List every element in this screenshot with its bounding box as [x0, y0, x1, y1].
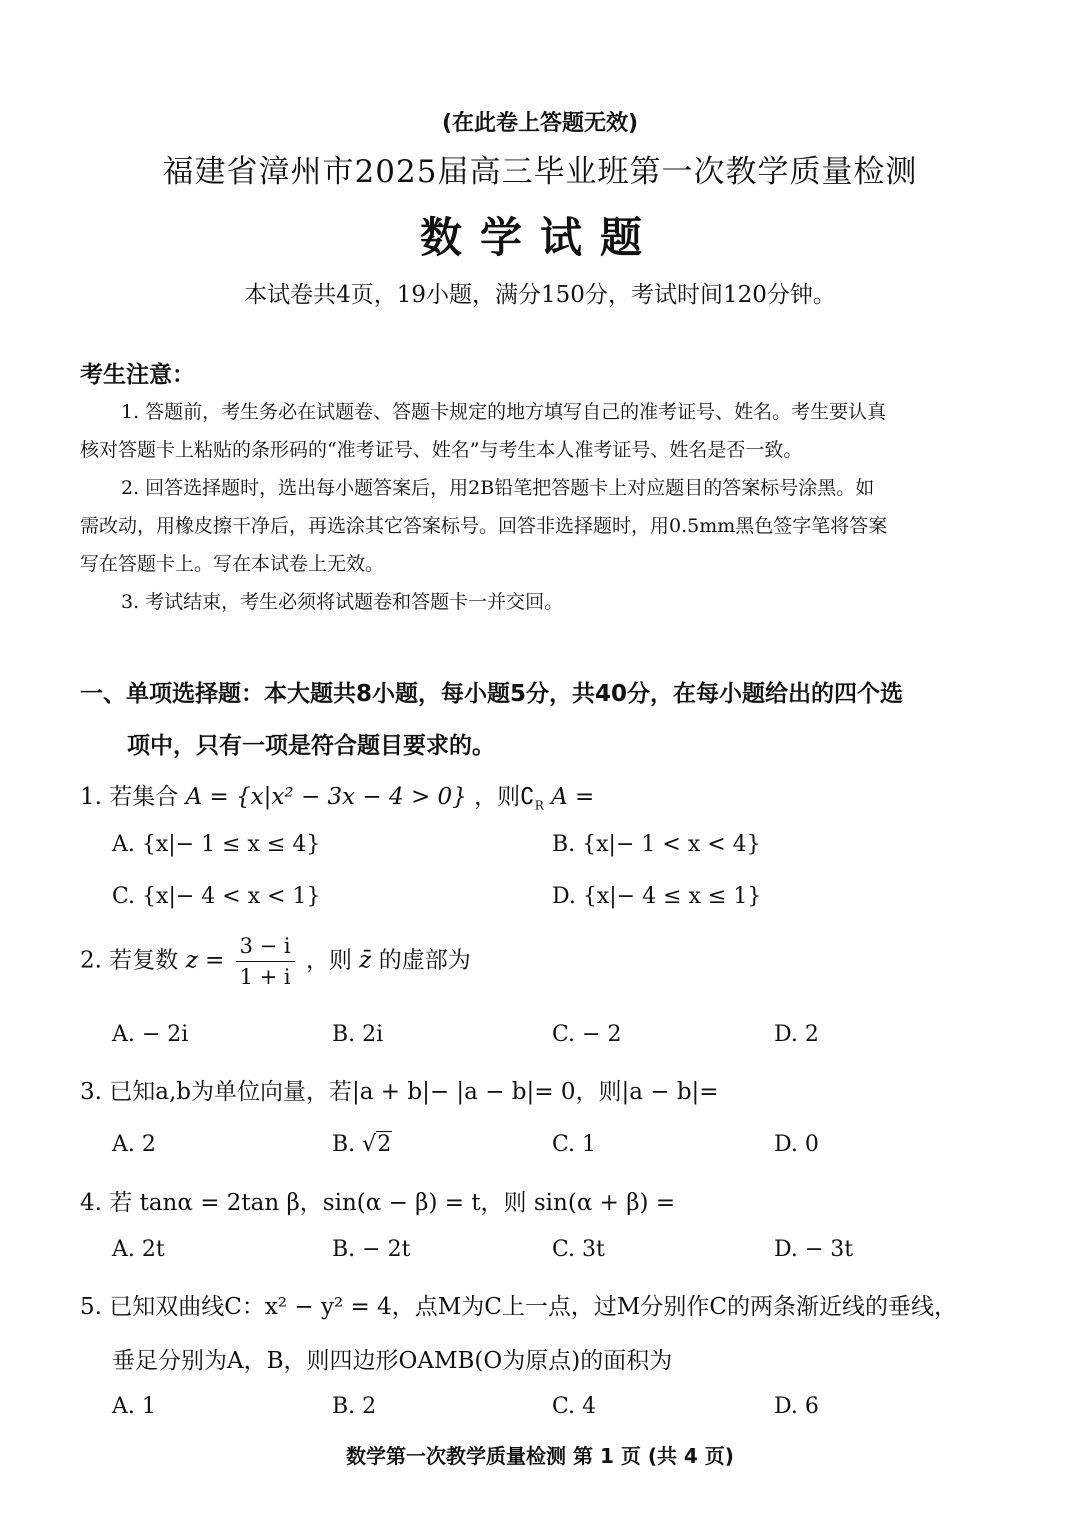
q4-option-d: D. − 3t — [774, 1237, 854, 1262]
q1-option-b: B. {x|− 1 < x < 4} — [552, 832, 761, 857]
question-text: 若复数 — [109, 947, 179, 974]
section-heading: 一、单项选择题：本大题共8小题，每小题5分，共40分，在每小题给出的四个选 — [80, 681, 904, 707]
q5-option-d: D. 6 — [774, 1394, 819, 1419]
q2-option-d: D. 2 — [774, 1022, 819, 1047]
q1-option-d: D. {x|− 4 ≤ x ≤ 1} — [552, 884, 762, 909]
q4-option-c: C. 3t — [552, 1237, 605, 1262]
question-number: 5. — [80, 1294, 102, 1320]
q2-option-c: C. − 2 — [552, 1022, 622, 1047]
q3-option-c: C. 1 — [552, 1132, 597, 1157]
question-text: 若 tanα = 2tan β，sin(α − β) = t，则 sin(α + β) = — [109, 1190, 676, 1216]
question-4 — [80, 1184, 675, 1217]
fraction-numerator: 3 − i — [236, 934, 295, 962]
question-number: 4. — [80, 1190, 102, 1216]
subject-title: 数学试题 — [419, 213, 660, 262]
note-line: 2. 回答选择题时，选出每小题答案后，用2B铅笔把答题卡上对应题目的答案标号涂黑。如 — [121, 477, 875, 499]
question-2 — [80, 934, 471, 989]
question-text: 已知双曲线C：x² − y² = 4，点M为C上一点，过M分别作C的两条渐近线的垂线， — [109, 1294, 957, 1320]
sqrt-radicand: 2 — [377, 1132, 392, 1157]
question-text: 若集合 — [109, 784, 179, 810]
section-heading-cont: 项中，只有一项是符合题目要求的。 — [127, 733, 495, 759]
q3-option-b: B. √2 — [332, 1132, 392, 1157]
question-text: ，则∁ — [474, 784, 535, 810]
q5-option-b: B. 2 — [332, 1394, 377, 1419]
note-line: 写在答题卡上。写在本试卷上无效。 — [80, 553, 385, 575]
question-number: 3. — [80, 1079, 102, 1105]
question-number: 1. — [80, 784, 102, 810]
option-label: B. — [332, 1132, 363, 1157]
q3-option-d: D. 0 — [774, 1132, 819, 1157]
fraction — [236, 934, 295, 989]
question-1 — [80, 778, 594, 813]
q2-option-a: A. − 2i — [112, 1022, 189, 1047]
math-expression: A = — [551, 784, 595, 810]
question-text: ，则 — [305, 947, 352, 974]
question-text: 已知a,b为单位向量，若|a + b|− |a − b|= 0，则|a − b|= — [109, 1079, 719, 1105]
fraction-denominator: 1 + i — [239, 965, 291, 989]
q3-option-a: A. 2 — [112, 1132, 156, 1157]
notes-heading: 考生注意： — [80, 362, 195, 388]
page-footer: 数学第一次教学质量检测 第 1 页 (共 4 页) — [346, 1444, 734, 1468]
q5-option-a: A. 1 — [112, 1394, 156, 1419]
q1-option-a: A. {x|− 1 ≤ x ≤ 4} — [112, 832, 321, 857]
question-text: 的虚部为 — [378, 947, 471, 974]
note-line: 3. 考试结束，考生必须将试题卷和答题卡一并交回。 — [121, 591, 564, 613]
q4-option-b: B. − 2t — [332, 1237, 411, 1262]
math-expression: A = {x|x² − 3x − 4 > 0} — [185, 784, 467, 810]
q5-option-c: C. 4 — [552, 1394, 597, 1419]
math-variable: z = — [185, 947, 225, 974]
subscript: R — [534, 798, 544, 813]
q2-option-b: B. 2i — [332, 1022, 384, 1047]
q4-option-a: A. 2t — [112, 1237, 165, 1262]
notice-text: (在此卷上答题无效) — [441, 111, 639, 136]
math-variable: z̄ — [359, 947, 372, 974]
note-line: 核对答题卡上粘贴的条形码的“准考证号、姓名”与考生本人准考证号、姓名是否一致。 — [80, 439, 803, 461]
exam-info: 本试卷共4页，19小题，满分150分，考试时间120分钟。 — [244, 282, 836, 308]
exam-title: 福建省漳州市2025届高三毕业班第一次教学质量检测 — [162, 154, 918, 190]
question-5-cont: 垂足分别为A，B，则四边形OAMB(O为原点)的面积为 — [112, 1348, 673, 1374]
question-5 — [80, 1288, 957, 1321]
note-line: 1. 答题前，考生务必在试题卷、答题卡规定的地方填写自己的准考证号、姓名。考生要认真 — [121, 401, 887, 423]
note-line: 需改动，用橡皮擦干净后，再选涂其它答案标号。回答非选择题时，用0.5mm黑色签字笔将答案 — [80, 515, 888, 537]
question-3 — [80, 1073, 719, 1106]
q1-option-c: C. {x|− 4 < x < 1} — [112, 884, 321, 909]
question-number: 2. — [80, 947, 102, 974]
